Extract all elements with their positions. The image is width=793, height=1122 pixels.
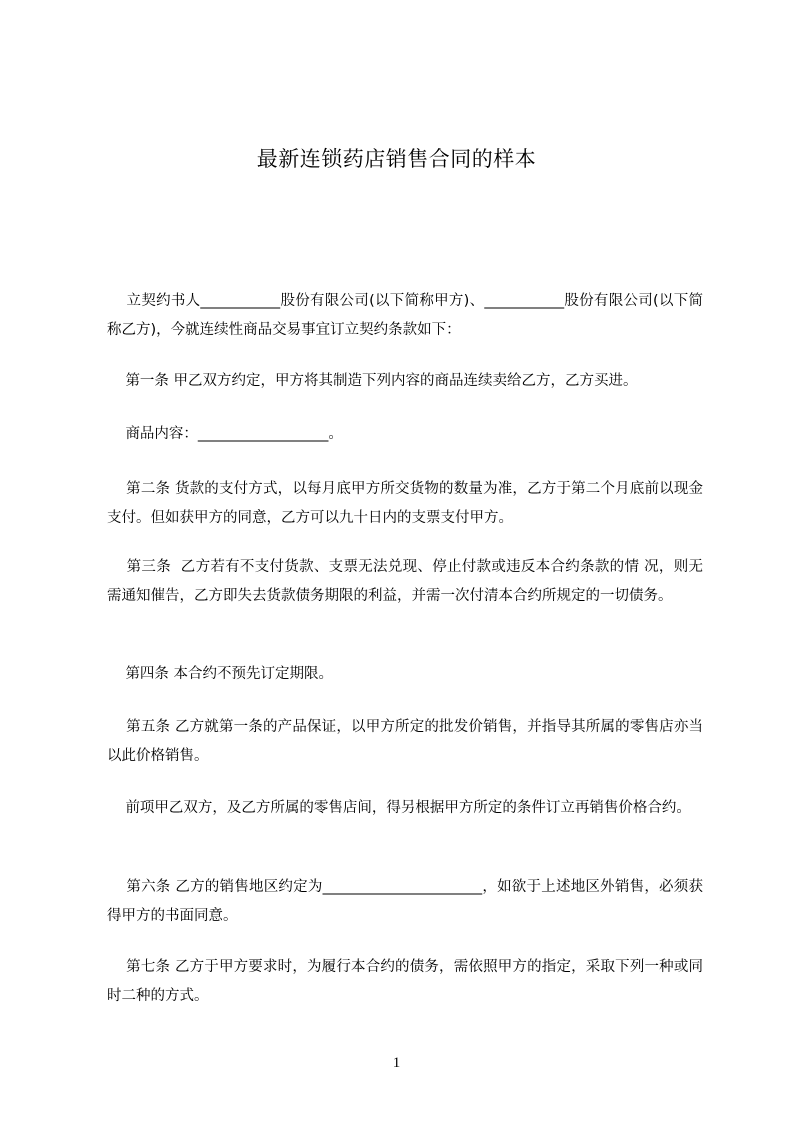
paragraph-goods-content: 商品内容：__________________。 — [107, 426, 343, 442]
document-title: 最新连锁药店销售合同的样本 — [256, 147, 537, 171]
paragraph-article-4: 第四条 本合约不预先订定期限。 — [107, 666, 334, 682]
paragraph-article-6: 第六条 乙方的销售地区约定为______________________，如欲于上述地区外销售，必须获得甲方的书面同意。 — [107, 879, 704, 924]
paragraph-resale-price: 前项甲乙双方，及乙方所属的零售店间，得另根据甲方所定的条件订立再销售价格合约。 — [107, 800, 691, 816]
page-number: 1 — [392, 1055, 401, 1071]
paragraph-article-7: 第七条 乙方于甲方要求时，为履行本合约的债务，需依照甲方的指定，采取下列一种或同时二种的方式。 — [107, 959, 704, 1004]
paragraph-article-3: 第三条 乙方若有不支付货款、支票无法兑现、停止付款或违反本合约条款的情 况，则无需通知催告，乙方即失去货款债务期限的利益，并需一次付清本合约所规定的一切债务。 — [107, 559, 704, 604]
paragraph-article-2: 第二条 货款的支付方式，以每月底甲方所交货物的数量为准，乙方于第二个月底前以现金支付。但如获甲方的同意，乙方可以九十日内的支票支付甲方。 — [107, 481, 704, 526]
paragraph-article-5: 第五条 乙方就第一条的产品保证，以甲方所定的批发价销售，并指导其所属的零售店亦当以此价格销售。 — [107, 719, 704, 764]
paragraph-article-1: 第一条 甲乙双方约定，甲方将其制造下列内容的商品连续卖给乙方，乙方买进。 — [107, 373, 638, 389]
paragraph-parties: 立契约书人___________股份有限公司(以下简称甲方)、___________股份有限公司(以下简称乙方)，今就连续性商品交易事宜订立契约条款如下： — [107, 293, 704, 338]
